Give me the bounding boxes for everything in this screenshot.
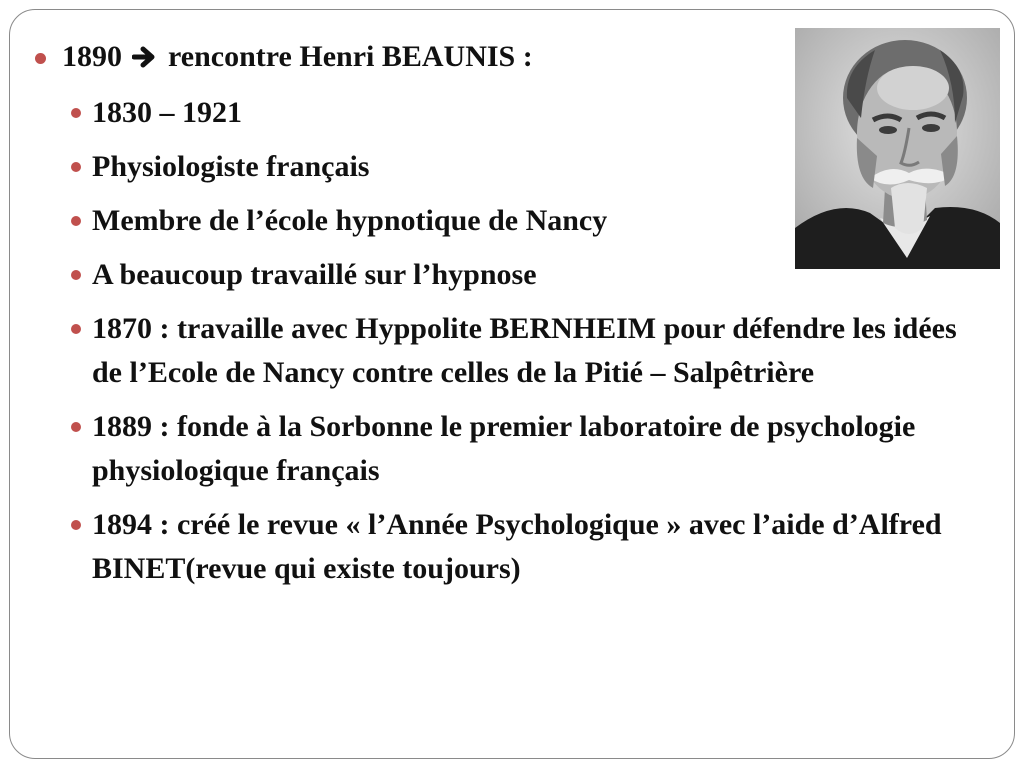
bullet-dot	[71, 108, 81, 118]
item-text: A beaucoup travaillé sur l’hypnose	[92, 258, 537, 291]
item-text: Membre de l’école hypnotique de Nancy	[92, 204, 608, 237]
heading-year: 1890	[62, 40, 122, 73]
item-text: 1889 : fonde à la Sorbonne le premier laboratoire de psychologie physiologique français	[92, 410, 916, 487]
heading-text: rencontre Henri BEAUNIS :	[168, 40, 533, 73]
bullet-dot	[71, 162, 81, 172]
heading-bullet	[62, 40, 533, 76]
item-text: 1894 : créé le revue « l’Année Psychologique » avec l’aide d’Alfred BINET(revue qui existe toujours)	[92, 508, 942, 585]
portrait-photo	[795, 28, 1000, 269]
bullet-dot	[35, 53, 46, 64]
list-item	[92, 307, 972, 395]
bullet-dot	[71, 270, 81, 280]
item-text: 1830 – 1921	[92, 96, 242, 129]
list-item	[92, 503, 972, 591]
right-arrow-icon	[132, 42, 156, 76]
bullet-dot	[71, 216, 81, 226]
item-text: Physiologiste français	[92, 150, 370, 183]
bullet-dot	[71, 324, 81, 334]
bullet-dot	[71, 520, 81, 530]
item-text: 1870 : travaille avec Hyppolite BERNHEIM pour défendre les idées de l’Ecole de Nancy contre celles de la Pitié – Salpêtrière	[92, 312, 957, 389]
bullet-dot	[71, 422, 81, 432]
list-item	[92, 405, 972, 493]
